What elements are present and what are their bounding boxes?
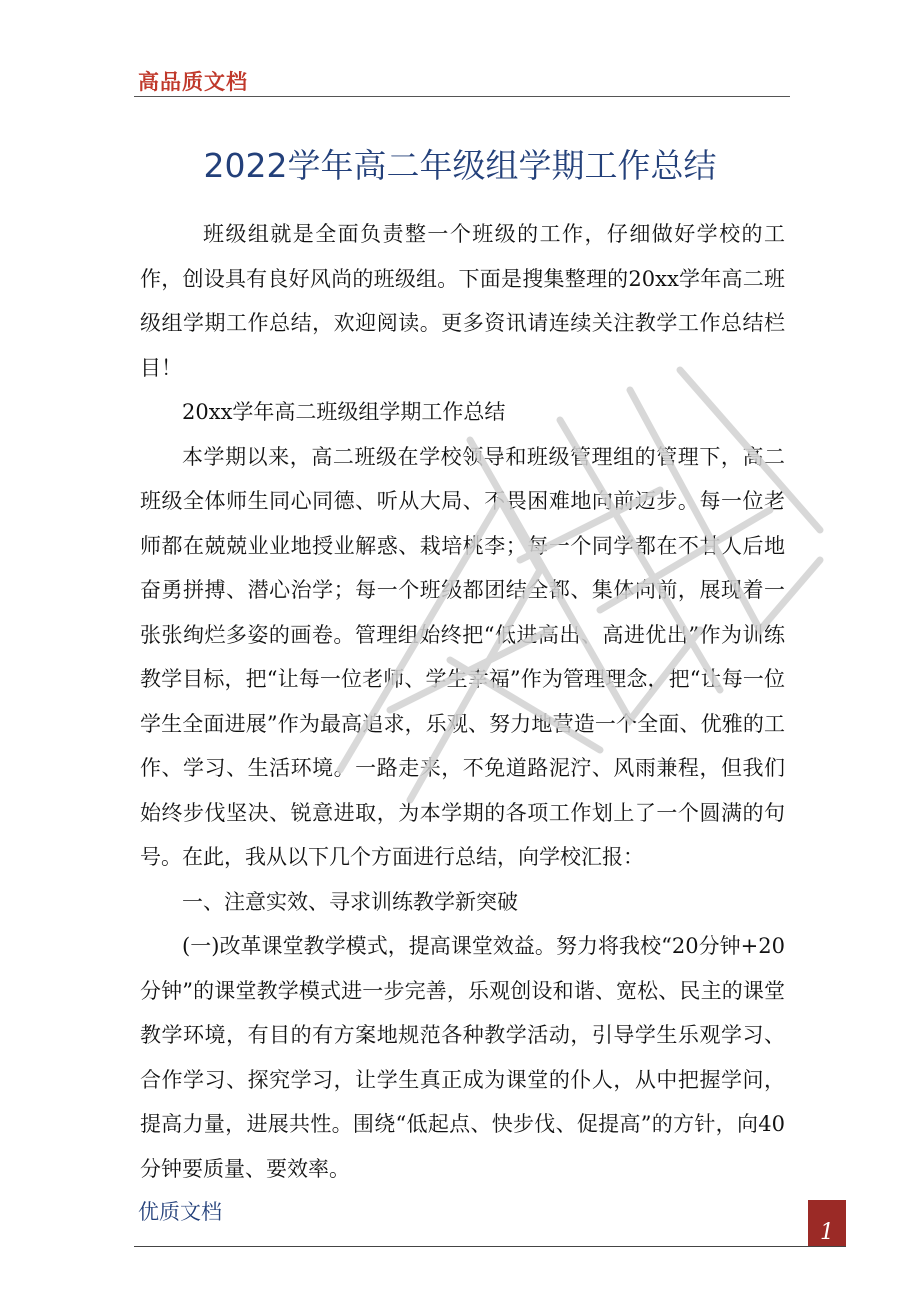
footer-divider <box>134 1246 846 1247</box>
section-heading: 一、注意实效、寻求训练教学新突破 <box>182 889 518 914</box>
header-label: 高品质文档 <box>138 70 248 94</box>
paragraph-intro: 班级组就是全面负责整一个班级的工作，仔细做好学校的工作，创设具有良好风尚的班级组。下面是搜集整理的20xx学年高二班级组学期工作总结，欢迎阅读。更多资讯请连续关注教学工作总结栏目！ <box>140 222 785 380</box>
document-title: 2022学年高二年级组学期工作总结 <box>203 146 717 185</box>
header-divider <box>134 96 790 97</box>
paragraph-main: 本学期以来，高二班级在学校领导和班级管理组的管理下，高二班级全体师生同心同德、听从大局、不畏困难地向前迈步。每一位老师都在兢兢业业地授业解惑、栽培桃李；每一个同学都在不甘人后地奋勇拼搏、潜心治学；每一个班级都团结全都、集体向前，展现着一张张绚烂多姿的画卷。管理组始终把“低进高出、高进优出”作为训练教学目标，把“让每一位老师、学生幸福”作为管理理念，把“让每一位学生全面进展”作为最高追求，乐观、努力地营造一个全面、优雅的工作、学习、生活环境。一路走来，不免道路泥泞、风雨兼程，但我们始终步伐坚决、锐意进取，为本学期的各项工作划上了一个圆满的句号。在此，我从以下几个方面进行总结，向学校汇报： <box>140 444 785 869</box>
paragraph-section-one: (一)改革课堂教学模式，提高课堂效益。努力将我校“20分钟+20分钟”的课堂教学模式进一步完善，乐观创设和谐、宽松、民主的课堂教学环境，有目的有方案地规范各种教学活动，引导学生乐观学习、合作学习、探究学习，让学生真正成为课堂的仆人，从中把握学问，提高力量，进展共性。围绕“低起点、快步伐、促提高”的方针，向40分钟要质量、要效率。 <box>140 934 785 1181</box>
document-body <box>140 212 785 1191</box>
page-number: 1 <box>820 1220 834 1245</box>
footer-label: 优质文档 <box>138 1200 222 1224</box>
paragraph-subtitle: 20xx学年高二班级组学期工作总结 <box>182 400 506 424</box>
